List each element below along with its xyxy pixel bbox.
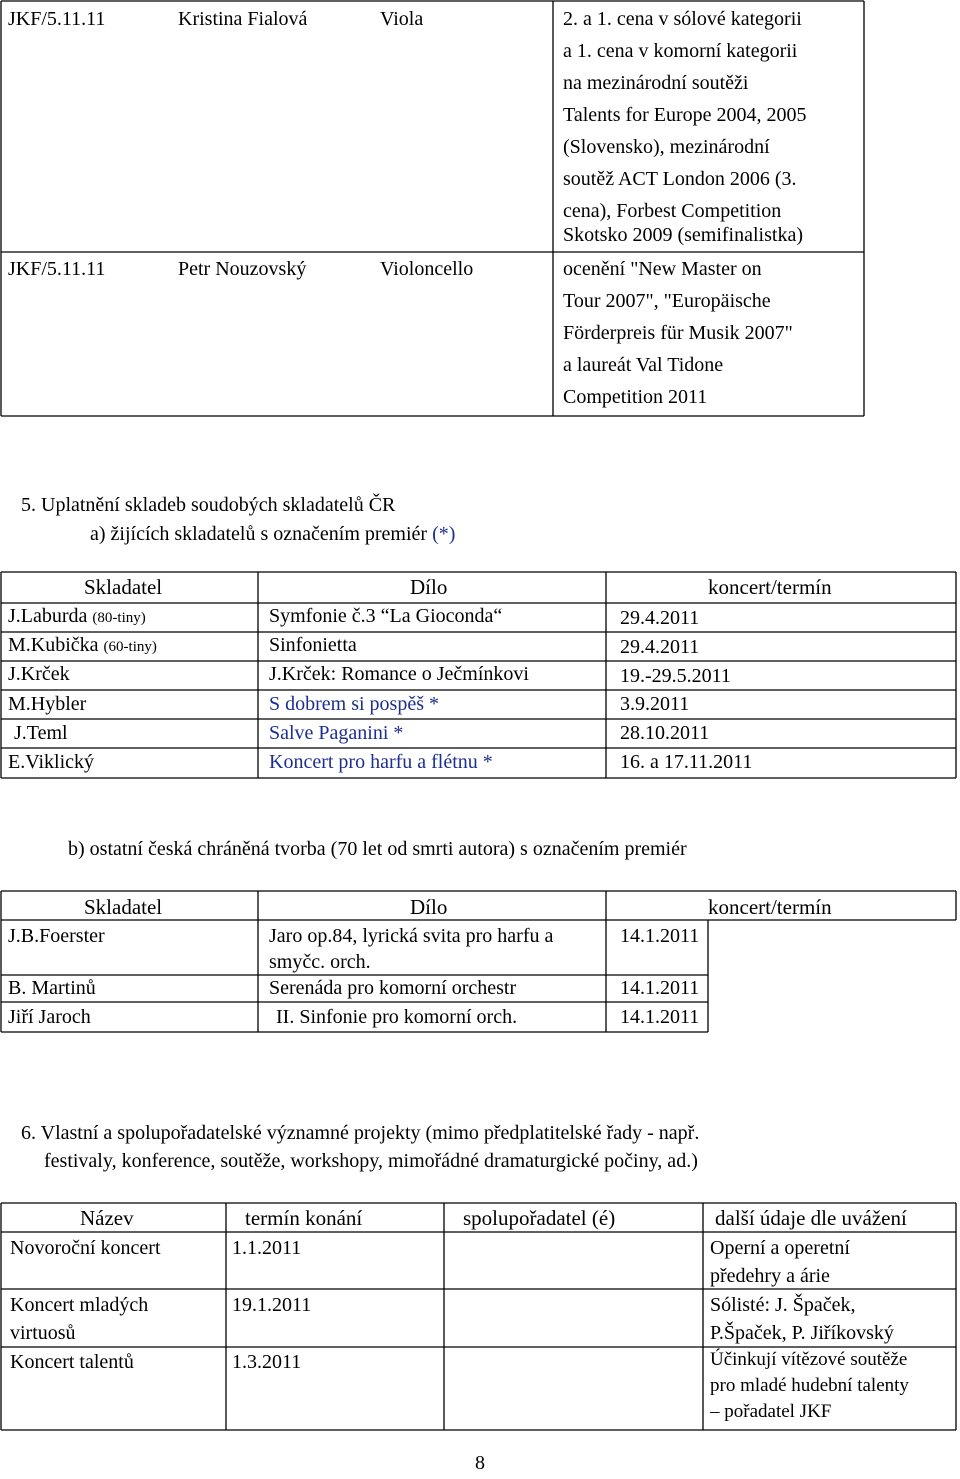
col-header-date: termín konání xyxy=(245,1206,363,1230)
project-date: 19.1.2011 xyxy=(232,1294,312,1316)
work-cell: II. Sinfonie pro komorní orch. xyxy=(276,1006,518,1028)
col-header-composer: Skladatel xyxy=(84,895,163,919)
date-cell: 3.9.2011 xyxy=(620,693,690,715)
project-date: 1.1.2011 xyxy=(232,1237,302,1259)
award-line: (Slovensko), mezinárodní xyxy=(563,136,770,158)
work-cell: Koncert pro harfu a flétnu * xyxy=(269,751,493,773)
section-5a-subheading-text: a) žijících skladatelů s označením premiér xyxy=(90,523,428,545)
project-name: Novoroční koncert xyxy=(10,1237,161,1259)
composer-name: E.Viklický xyxy=(8,751,95,773)
award-line: a 1. cena v komorní kategorii xyxy=(563,40,798,62)
project-name: Koncert talentů xyxy=(10,1351,134,1373)
date-cell: 29.4.2011 xyxy=(620,636,700,658)
composer-name: M.Hybler xyxy=(8,693,87,715)
composer-note: (60-tiny) xyxy=(103,639,157,655)
project-name: Koncert mladých xyxy=(10,1294,149,1316)
award-code: JKF/5.11.11 xyxy=(8,8,106,30)
section-5b-subheading: b) ostatní česká chráněná tvorba (70 let od smrti autora) s označením premiér xyxy=(68,838,687,860)
award-line: a laureát Val Tidone xyxy=(563,354,724,376)
award-code: JKF/5.11.11 xyxy=(8,258,106,280)
project-info: Účinkují vítězové soutěže xyxy=(710,1349,908,1370)
date-cell: 14.1.2011 xyxy=(620,925,700,947)
composer-cell xyxy=(8,658,70,690)
date-cell: 19.-29.5.2011 xyxy=(620,665,731,687)
section-6-heading-line: festivaly, konference, soutěže, workshopy, mimořádné dramaturgické počiny, ad.) xyxy=(44,1150,698,1172)
date-cell: 16. a 17.11.2011 xyxy=(620,751,753,773)
work-cell: Serenáda pro komorní orchestr xyxy=(269,977,517,999)
award-line: Förderpreis für Musik 2007" xyxy=(563,322,793,344)
project-info: pro mladé hudební talenty xyxy=(710,1375,909,1396)
composer-note: (80-tiny) xyxy=(92,610,146,626)
award-name: Petr Nouzovský xyxy=(178,258,307,280)
composer-name: J.Teml xyxy=(14,722,68,744)
award-line: na mezinárodní soutěži xyxy=(563,72,749,94)
composer-cell: B. Martinů xyxy=(8,977,96,999)
work-cell: Salve Paganini * xyxy=(269,722,404,744)
col-header-info: další údaje dle uvážení xyxy=(715,1206,907,1230)
award-instrument: Viola xyxy=(380,8,424,30)
work-cell: Jaro op.84, lyrická svita pro harfu a xyxy=(269,925,554,947)
award-line: Tour 2007", "Europäische xyxy=(563,290,771,312)
award-line: ocenění "New Master on xyxy=(563,258,762,280)
premiere-mark: (*) xyxy=(432,523,456,545)
project-info: Sólisté: J. Špaček, xyxy=(710,1294,856,1316)
date-cell: 29.4.2011 xyxy=(620,607,700,629)
project-date: 1.3.2011 xyxy=(232,1351,302,1373)
section-5a-subheading xyxy=(90,518,455,550)
project-info: předehry a árie xyxy=(710,1265,830,1287)
col-header-composer: Skladatel xyxy=(84,575,163,599)
col-header-name: Název xyxy=(80,1206,134,1230)
composer-name: J.Krček xyxy=(8,663,70,685)
award-line: Competition 2011 xyxy=(563,386,708,408)
work-cell: Sinfonietta xyxy=(269,634,357,656)
page-number: 8 xyxy=(475,1452,485,1474)
award-instrument: Violoncello xyxy=(380,258,474,280)
date-cell: 28.10.2011 xyxy=(620,722,710,744)
work-cell: J.Krček: Romance o Ječmínkovi xyxy=(269,663,529,685)
section-6-heading-line: 6. Vlastní a spolupořadatelské významné projekty (mimo předplatitelské řady - např. xyxy=(21,1122,700,1144)
date-cell: 14.1.2011 xyxy=(620,1006,700,1028)
col-header-partner: spolupořadatel (é) xyxy=(463,1206,616,1230)
work-cell: S dobrem si pospěš * xyxy=(269,693,439,715)
col-header-work: Dílo xyxy=(410,575,448,599)
award-line: soutěž ACT London 2006 (3. xyxy=(563,168,797,190)
award-line: Talents for Europe 2004, 2005 xyxy=(563,104,807,126)
work-cell: smyčc. orch. xyxy=(269,951,371,973)
project-name: virtuosů xyxy=(10,1322,76,1344)
col-header-concert: koncert/termín xyxy=(708,575,832,599)
composer-cell xyxy=(8,688,86,720)
composer-cell: Jiří Jaroch xyxy=(8,1006,91,1028)
award-line: 2. a 1. cena v sólové kategorii xyxy=(563,8,802,30)
project-info: P.Špaček, P. Jiříkovský xyxy=(710,1322,894,1344)
col-header-concert: koncert/termín xyxy=(708,895,832,919)
award-line: cena), Forbest Competition xyxy=(563,200,782,222)
composer-cell xyxy=(14,717,68,749)
col-header-work: Dílo xyxy=(410,895,448,919)
award-line: Skotsko 2009 (semifinalistka) xyxy=(563,224,803,246)
composer-name: M.Kubička xyxy=(8,634,99,656)
date-cell: 14.1.2011 xyxy=(620,977,700,999)
composer-name: J.Laburda xyxy=(8,605,88,627)
award-name: Kristina Fialová xyxy=(178,8,308,30)
project-info: – pořadatel JKF xyxy=(710,1401,832,1422)
project-info: Operní a operetní xyxy=(710,1237,850,1259)
composer-cell xyxy=(8,746,94,778)
section-5-heading: 5. Uplatnění skladeb soudobých skladatelů ČR xyxy=(21,494,396,516)
composer-cell: J.B.Foerster xyxy=(8,925,105,947)
work-cell: Symfonie č.3 “La Gioconda“ xyxy=(269,605,503,627)
